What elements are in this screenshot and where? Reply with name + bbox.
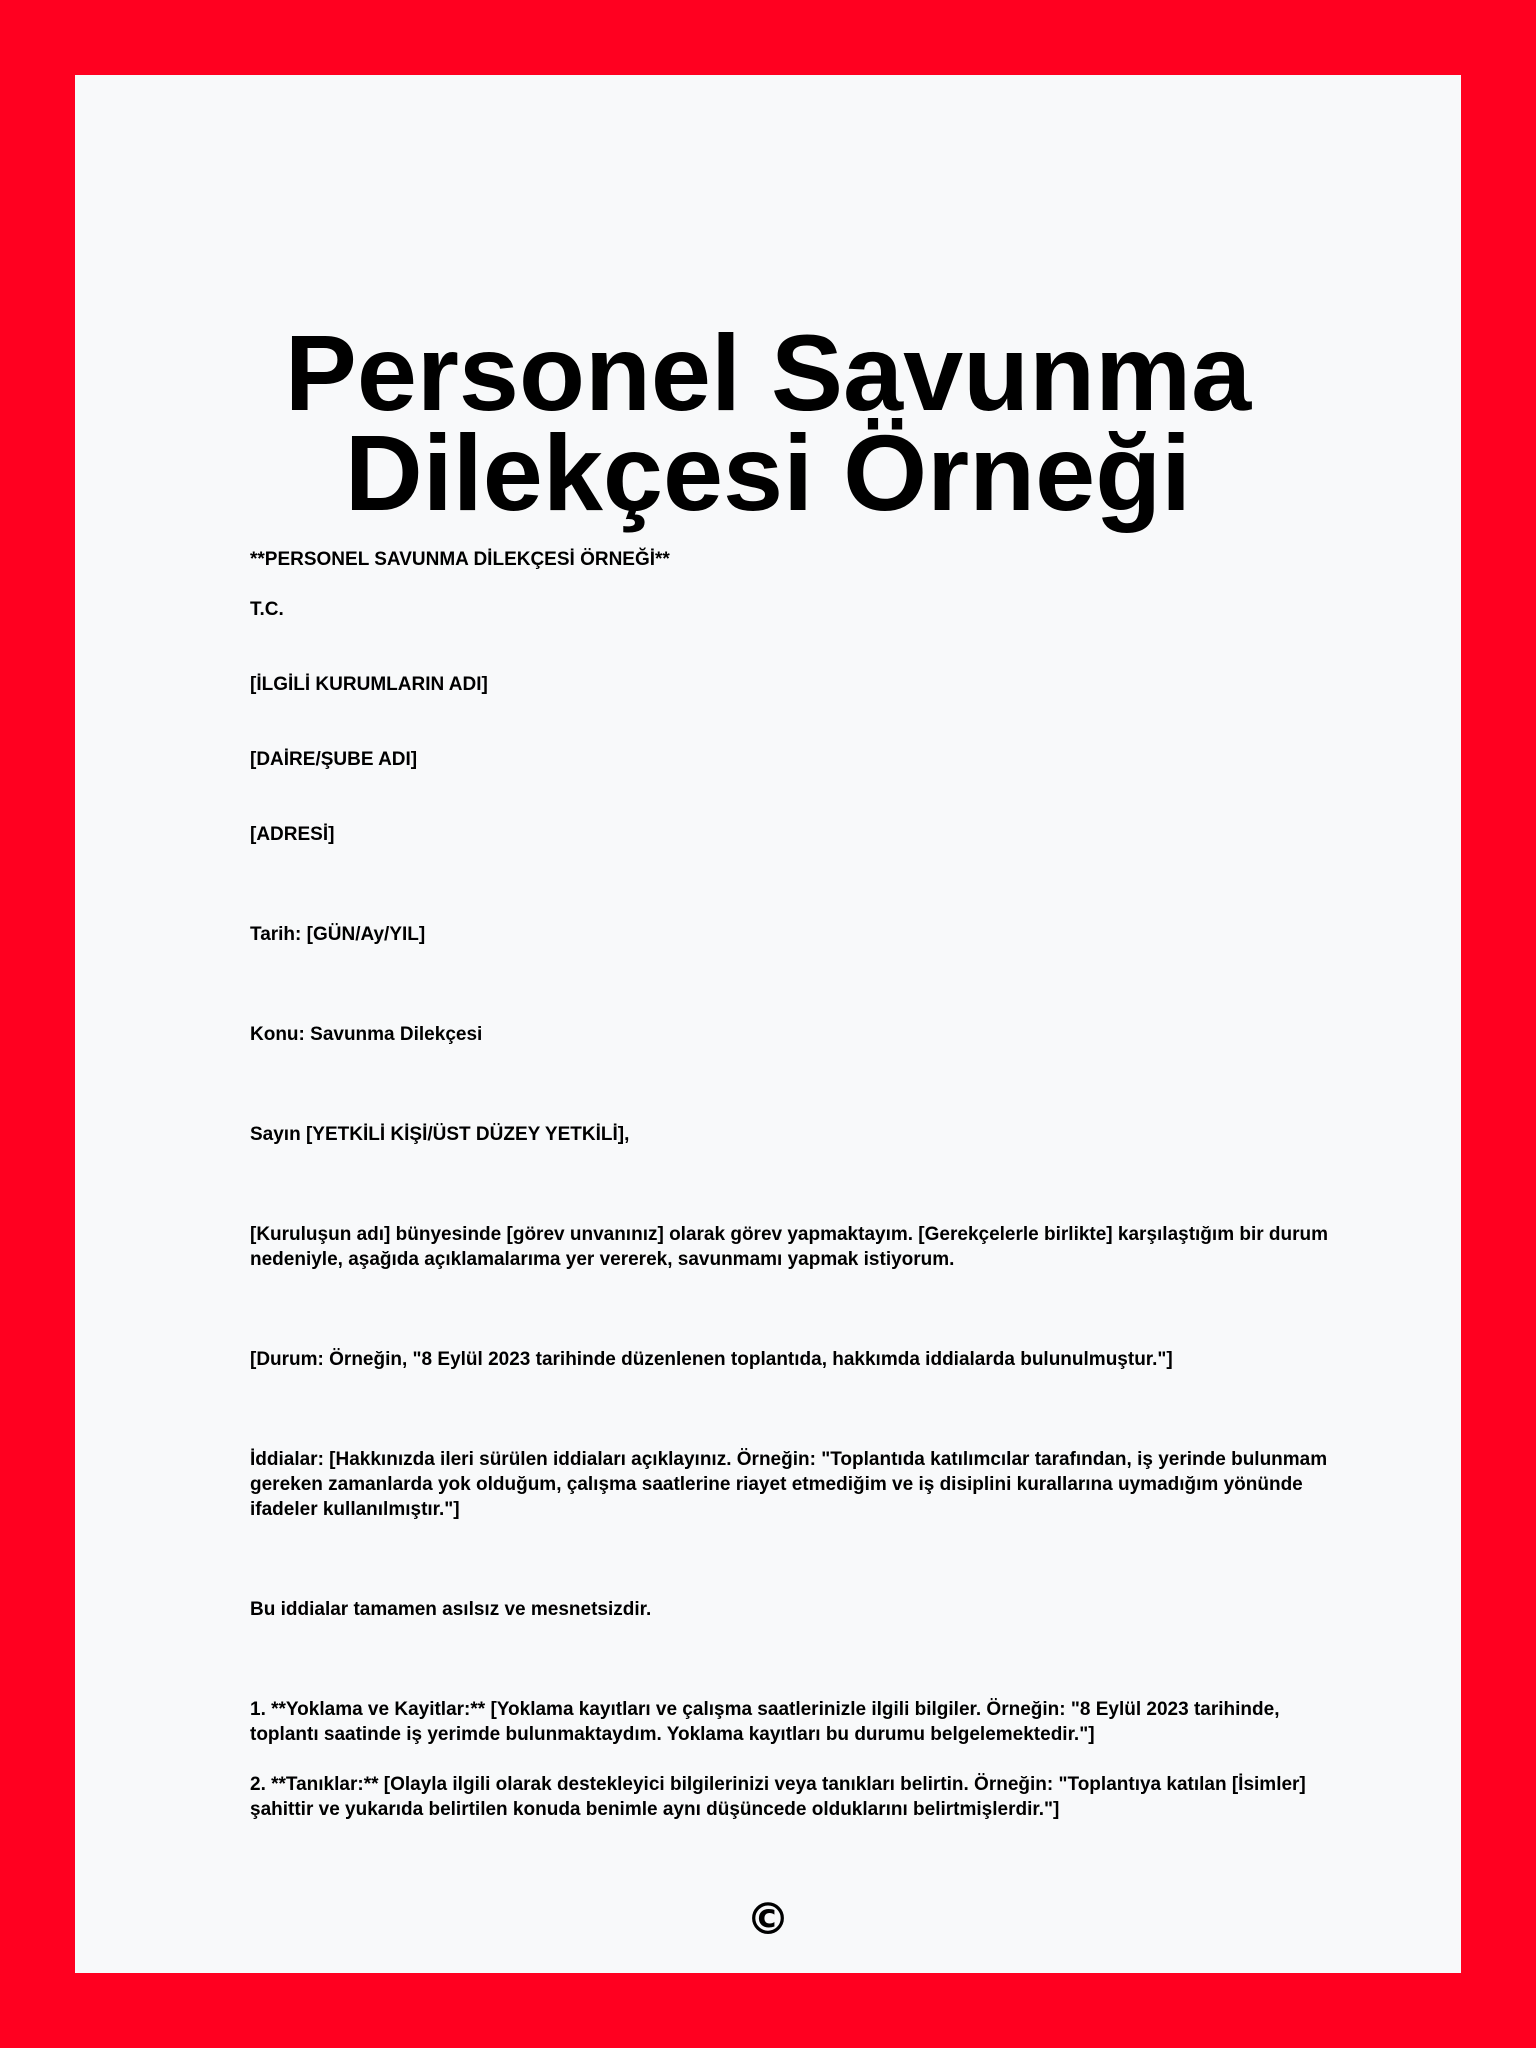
document-body (250, 547, 1350, 1822)
republic-line: T.C. (250, 599, 284, 620)
subject-line: Konu: Savunma Dilekçesi (250, 1024, 483, 1045)
address-line: [ADRESİ] (250, 824, 335, 845)
denial-paragraph: Bu iddialar tamamen asılsız ve mesnetsizdir. (250, 1599, 652, 1620)
document-title: Personel Savunma Dilekçesi Örneği (284, 312, 1252, 533)
institution-line: [İLGİLİ KURUMLARIN ADI] (250, 674, 488, 695)
intro-paragraph: [Kuruluşun adı] bünyesinde [görev unvanınız] olarak görev yapmaktayım. [Gerekçelerle birlikte] karşılaştığım bir durum nedeniyle, aşağıda açıklamalarıma yer vererek, savunmamı yapmak istiyorum. (250, 1224, 1329, 1270)
copyright-icon: © (746, 1894, 790, 1945)
list-item: 1. **Yoklama ve Kayitlar:** [Yoklama kayıtları ve çalışma saatlerinizle ilgili bilgiler. Örneğin: "8 Eylül 2023 tarihinde, toplantı saatinde iş yerimde bulunmaktaydım. Yoklama kayıtları bu durumu belgelemektedir."] (250, 1699, 1280, 1745)
department-line: [DAİRE/ŞUBE ADI] (250, 749, 418, 770)
list-item: 2. **Tanıklar:** [Olayla ilgili olarak destekleyici bilgilerinizi veya tanıkları belirtin. Örneğin: "Toplantıya katılan [İsimler] şahittir ve yukarıda belirtilen konuda benimle aynı düşüncede olduklarını belirtmişlerdir."] (250, 1774, 1306, 1820)
salutation-line: Sayın [YETKİLİ KİŞİ/ÜST DÜZEY YETKİLİ], (250, 1124, 630, 1145)
heading-line: **PERSONEL SAVUNMA DİLEKÇESİ ÖRNEĞİ** (250, 549, 670, 570)
document-page (75, 75, 1461, 1973)
allegations-paragraph: İddialar: [Hakkınızda ileri sürülen iddiaları açıklayınız. Örneğin: "Toplantıda katılımcılar tarafından, iş yerinde bulunmam gereken zamanlarda yok olduğum, çalışma saatlerine riayet etmediğim ve iş disiplini kurallarına uymadığım yönünde ifadeler kullanılmıştır."] (250, 1449, 1328, 1520)
date-line: Tarih: [GÜN/Ay/YIL] (250, 924, 426, 945)
situation-paragraph: [Durum: Örneğin, "8 Eylül 2023 tarihinde düzenlenen toplantıda, hakkımda iddialarda bulunulmuştur."] (250, 1349, 1173, 1370)
